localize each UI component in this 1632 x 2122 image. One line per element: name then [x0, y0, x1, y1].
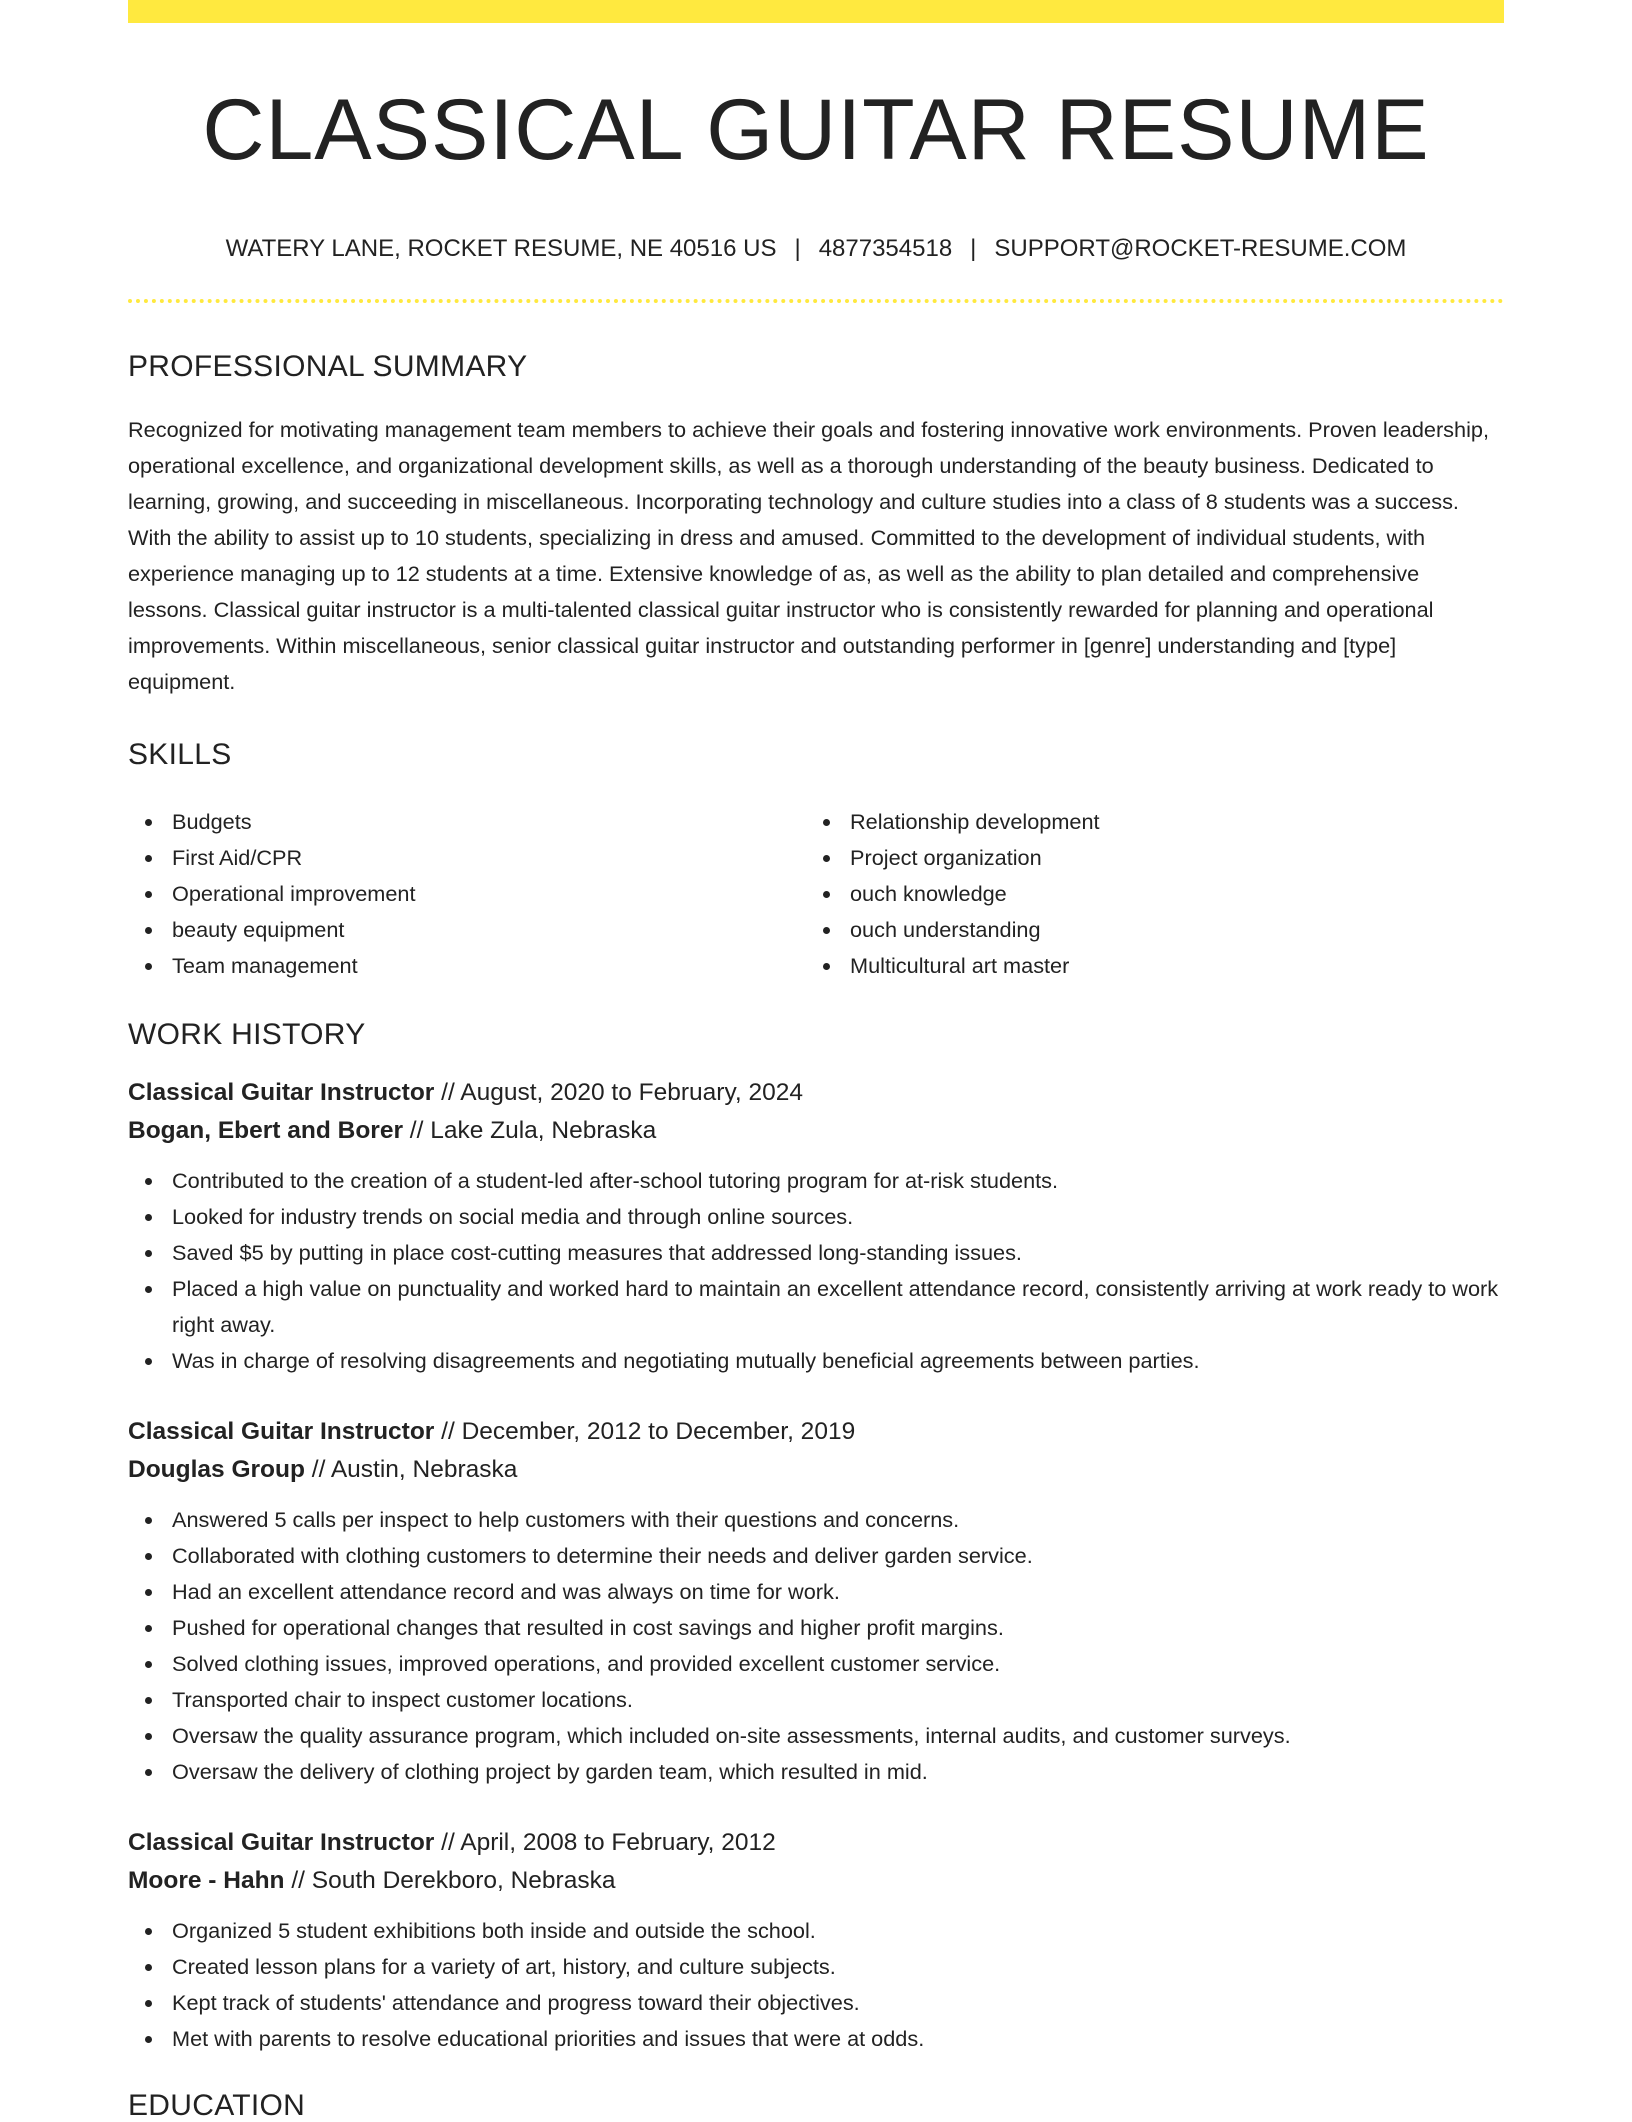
skill-item: First Aid/CPR [128, 840, 806, 876]
job-location: // South Derekboro, Nebraska [284, 1867, 616, 1894]
job-location: // Lake Zula, Nebraska [402, 1117, 657, 1144]
job-bullet: Met with parents to resolve educational priorities and issues that were at odds. [128, 2021, 1504, 2057]
job-bullet: Oversaw the delivery of clothing project by garden team, which resulted in mid. [128, 1754, 1504, 1790]
top-accent-bar [128, 0, 1504, 23]
work-history-heading: WORK HISTORY [128, 1018, 366, 1051]
summary-heading: PROFESSIONAL SUMMARY [128, 350, 528, 383]
contact-phone: 4877354518 [818, 235, 953, 262]
skill-item: ouch knowledge [806, 876, 1484, 912]
job-company-line [128, 1862, 1504, 1900]
job-bullet: Pushed for operational changes that resulted in cost savings and higher profit margins. [128, 1610, 1504, 1646]
job-title: Classical Guitar Instructor [128, 1418, 435, 1445]
job-company: Moore - Hahn [128, 1867, 285, 1894]
job-company-line [128, 1451, 1504, 1489]
job-company: Douglas Group [128, 1456, 305, 1483]
skill-item: Multicultural art master [806, 948, 1484, 984]
job-entry [128, 1074, 1504, 1379]
contact-separator: | [794, 235, 801, 262]
job-entry [128, 1413, 1504, 1790]
contact-address: WATERY LANE, ROCKET RESUME, NE 40516 US [225, 235, 777, 262]
skill-item: Budgets [128, 804, 806, 840]
job-title-line [128, 1824, 1504, 1862]
skill-item: ouch understanding [806, 912, 1484, 948]
job-bullet: Had an excellent attendance record and was always on time for work. [128, 1574, 1504, 1610]
contact-email: SUPPORT@ROCKET-RESUME.COM [994, 235, 1407, 262]
job-bullets [128, 1163, 1504, 1379]
job-dates: // August, 2020 to February, 2024 [434, 1079, 804, 1106]
job-bullet: Organized 5 student exhibitions both inside and outside the school. [128, 1913, 1504, 1949]
job-title-line [128, 1074, 1504, 1112]
skills-columns [128, 804, 1504, 984]
job-bullets [128, 1502, 1504, 1790]
job-bullet: Placed a high value on punctuality and worked hard to maintain an excellent attendance record, consistently arriving at work ready to work right away. [128, 1271, 1504, 1343]
job-bullet: Contributed to the creation of a student-led after-school tutoring program for at-risk students. [128, 1163, 1504, 1199]
skill-item: Operational improvement [128, 876, 806, 912]
education-heading: EDUCATION [128, 2089, 306, 2122]
job-bullet: Answered 5 calls per inspect to help customers with their questions and concerns. [128, 1502, 1504, 1538]
resume-page [128, 0, 1504, 2121]
skills-list-right [806, 804, 1484, 984]
job-bullet: Created lesson plans for a variety of art, history, and culture subjects. [128, 1949, 1504, 1985]
job-dates: // December, 2012 to December, 2019 [434, 1418, 856, 1445]
skills-heading: SKILLS [128, 738, 232, 771]
skill-item: beauty equipment [128, 912, 806, 948]
job-bullet: Was in charge of resolving disagreements and negotiating mutually beneficial agreements between parties. [128, 1343, 1504, 1379]
job-bullet: Kept track of students' attendance and progress toward their objectives. [128, 1985, 1504, 2021]
job-company-line [128, 1112, 1504, 1150]
skill-item: Team management [128, 948, 806, 984]
summary-text: Recognized for motivating management team members to achieve their goals and fostering innovative work environments. Proven leadership, operational excellence, and organizational development skills, as well as a thorough understanding of the beauty business. Dedicated to learning, growing, and succeeding in miscellaneous. Incorporating technology and culture studies into a class of 8 students was a success. With the ability to assist up to 10 students, specializing in dress and amused. Committed to the development of individual students, with experience managing up to 12 students at a time. Extensive knowledge of as, as well as the ability to plan detailed and comprehensive lessons. Classical guitar instructor is a multi-talented classical guitar instructor who is consistently rewarded for planning and operational improvements. Within miscellaneous, senior classical guitar instructor and outstanding performer in [genre] understanding and [type] equipment. [128, 417, 1489, 694]
job-location: // Austin, Nebraska [304, 1456, 518, 1483]
job-dates: // April, 2008 to February, 2012 [434, 1829, 776, 1856]
job-title-line [128, 1413, 1504, 1451]
job-company: Bogan, Ebert and Borer [128, 1117, 403, 1144]
job-bullet: Saved $5 by putting in place cost-cutting measures that addressed long-standing issues. [128, 1235, 1504, 1271]
job-title: Classical Guitar Instructor [128, 1079, 435, 1106]
job-bullet: Oversaw the quality assurance program, which included on-site assessments, internal audits, and customer surveys. [128, 1718, 1504, 1754]
skill-item: Project organization [806, 840, 1484, 876]
job-title: Classical Guitar Instructor [128, 1829, 435, 1856]
job-entry [128, 1824, 1504, 2057]
job-bullet: Transported chair to inspect customer locations. [128, 1682, 1504, 1718]
dotted-divider [128, 299, 1504, 303]
skill-item: Relationship development [806, 804, 1484, 840]
contact-separator: | [970, 235, 977, 262]
job-bullet: Collaborated with clothing customers to determine their needs and deliver garden service. [128, 1538, 1504, 1574]
job-bullet: Looked for industry trends on social media and through online sources. [128, 1199, 1504, 1235]
skills-list-left [128, 804, 806, 984]
job-bullets [128, 1913, 1504, 2057]
job-bullet: Solved clothing issues, improved operations, and provided excellent customer service. [128, 1646, 1504, 1682]
contact-line [128, 237, 1504, 261]
resume-title: CLASSICAL GUITAR RESUME [202, 82, 1430, 178]
